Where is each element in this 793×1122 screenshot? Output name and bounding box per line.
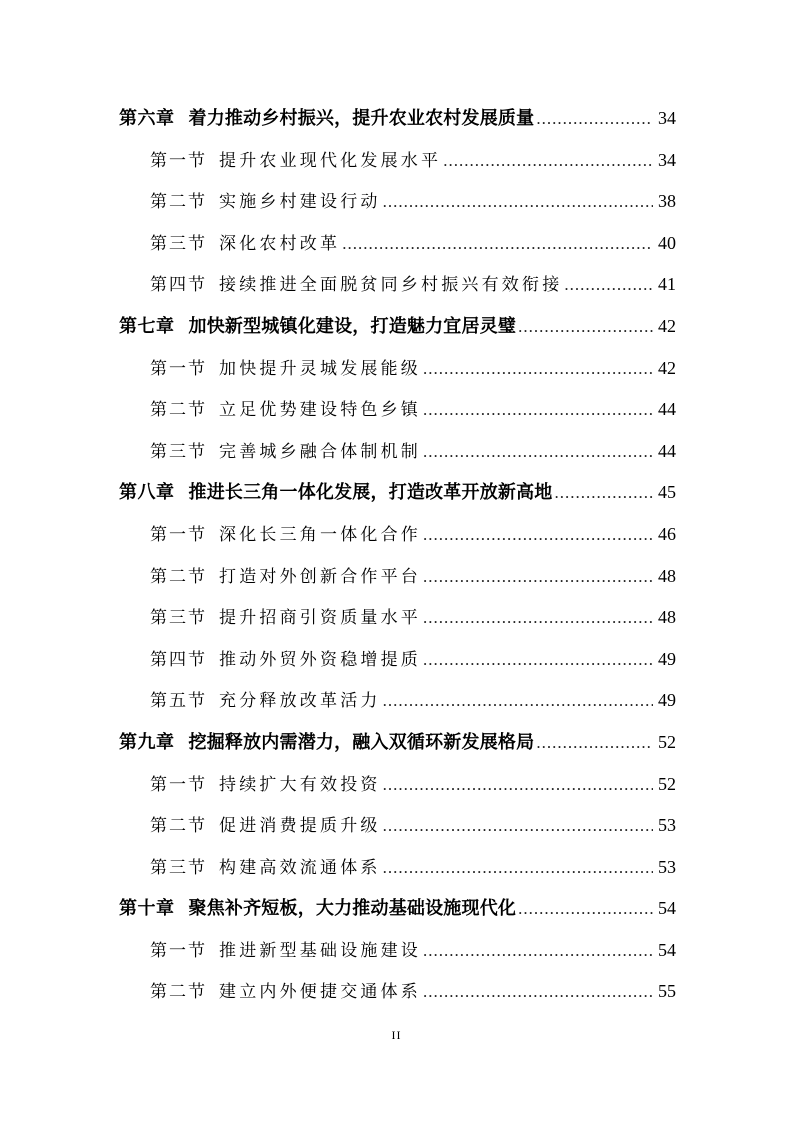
toc-entry-title: 提升农业现代化发展水平 [219, 150, 442, 171]
toc-chapter-row[interactable] [119, 722, 676, 764]
toc-entry-label [150, 349, 421, 391]
toc-entry-label [150, 640, 421, 682]
toc-entry-title: 推进长三角一体化发展，打造改革开放新高地 [188, 482, 553, 504]
toc-page-number: 34 [658, 149, 676, 170]
toc-section-row[interactable] [119, 514, 676, 556]
dot-leader [536, 98, 653, 140]
toc-chapter-row[interactable] [119, 306, 676, 348]
toc-section-row[interactable] [119, 805, 676, 847]
dot-leader [564, 264, 653, 306]
toc-entry-number: 第五节 [150, 691, 207, 712]
toc-section-row[interactable] [119, 348, 676, 390]
toc-entry-title: 加快提升灵城发展能级 [219, 358, 421, 379]
toc-page-number: 53 [658, 815, 676, 836]
toc-entry-label [150, 224, 340, 266]
toc-entry-title: 深化长三角一体化合作 [219, 524, 421, 545]
toc-page-number: 52 [658, 773, 676, 794]
toc-entry-title: 推进新型基础设施建设 [219, 940, 421, 961]
toc-entry-title: 深化农村改革 [219, 233, 341, 254]
toc-entry-title: 接续推进全面脱贫同乡村振兴有效衔接 [219, 275, 563, 296]
toc-page-number: 48 [658, 565, 676, 586]
toc-entry-number: 第四节 [150, 275, 207, 296]
toc-entry-label [119, 722, 534, 764]
dot-leader [383, 847, 653, 889]
dot-leader [423, 514, 653, 556]
toc-entry-number: 第一节 [150, 524, 207, 545]
toc-section-row[interactable] [119, 930, 676, 972]
toc-entry-label [119, 98, 534, 140]
dot-leader [423, 556, 653, 598]
toc-page-number: 49 [658, 648, 676, 669]
toc-entry-title: 着力推动乡村振兴，提升农业农村发展质量 [188, 108, 535, 129]
toc-chapter-row[interactable] [119, 472, 676, 514]
toc-section-row[interactable] [119, 680, 676, 722]
toc-entry-title: 构建高效流通体系 [219, 857, 381, 878]
toc-entry-title: 完善城乡融合体制机制 [219, 441, 421, 462]
toc-section-row[interactable] [119, 764, 676, 806]
toc-section-row[interactable] [119, 639, 676, 681]
toc-section-row[interactable] [119, 389, 676, 431]
dot-leader [342, 223, 653, 265]
toc-entry-title: 促进消费提质升级 [219, 816, 381, 837]
dot-leader [383, 181, 653, 223]
toc-chapter-row[interactable] [119, 98, 676, 140]
toc-section-row[interactable] [119, 556, 676, 598]
toc-page-number: 40 [658, 232, 676, 253]
toc-page-number: 55 [658, 981, 676, 1002]
toc-entry-label [150, 972, 421, 1014]
toc-entry-label [150, 265, 562, 307]
toc-entry-label [150, 848, 381, 890]
toc-entry-title: 挖掘释放内需潜力，融入双循环新发展格局 [188, 731, 535, 753]
toc-page-number: 49 [658, 690, 676, 711]
toc-entry-number: 第三节 [150, 441, 207, 462]
toc-entry-title: 充分释放改革活力 [219, 691, 381, 712]
toc-entry-label [119, 888, 516, 930]
toc-entry-number: 第一节 [150, 150, 207, 171]
dot-leader [383, 680, 653, 722]
toc-entry-label [150, 598, 421, 640]
toc-chapter-row[interactable] [119, 888, 676, 930]
toc-entry-label [150, 931, 421, 973]
toc-entry-number: 第二节 [150, 566, 207, 587]
toc-entry-number: 第四节 [150, 649, 207, 670]
dot-leader [536, 722, 653, 764]
toc-entry-label [150, 141, 441, 183]
dot-leader [443, 140, 653, 182]
table-of-contents [119, 98, 676, 1013]
toc-entry-number: 第八章 [119, 482, 175, 504]
toc-entry-number: 第三节 [150, 857, 207, 878]
dot-leader [555, 472, 654, 514]
dot-leader [518, 306, 653, 348]
toc-entry-number: 第一节 [150, 940, 207, 961]
dot-leader [423, 431, 653, 473]
toc-page-number: 41 [658, 274, 676, 295]
dot-leader [423, 389, 653, 431]
toc-entry-title: 打造对外创新合作平台 [219, 566, 421, 587]
toc-entry-title: 持续扩大有效投资 [219, 774, 381, 795]
toc-entry-number: 第十章 [119, 898, 175, 920]
toc-section-row[interactable] [119, 223, 676, 265]
toc-entry-label [150, 557, 421, 599]
dot-leader [383, 764, 653, 806]
toc-section-row[interactable] [119, 597, 676, 639]
dot-leader [518, 888, 653, 930]
toc-entry-number: 第三节 [150, 233, 207, 254]
toc-entry-number: 第三节 [150, 608, 207, 629]
toc-section-row[interactable] [119, 264, 676, 306]
toc-page-number: 54 [658, 898, 676, 919]
toc-entry-title: 实施乡村建设行动 [219, 192, 381, 213]
page-number: II [391, 1028, 402, 1042]
toc-page-number: 44 [658, 440, 676, 461]
toc-page-number: 45 [658, 482, 676, 503]
toc-entry-title: 提升招商引资质量水平 [219, 608, 421, 629]
dot-leader [423, 348, 653, 390]
toc-entry-title: 推动外贸外资稳增提质 [219, 649, 421, 670]
toc-entry-label [119, 306, 516, 348]
toc-entry-label [150, 681, 381, 723]
toc-entry-label [150, 390, 421, 432]
toc-page-number: 38 [658, 191, 676, 212]
dot-leader [383, 805, 653, 847]
toc-entry-title: 建立内外便捷交通体系 [219, 982, 421, 1003]
toc-page-number: 34 [658, 108, 676, 128]
toc-page-number: 46 [658, 523, 676, 544]
dot-leader [423, 639, 653, 681]
toc-page-number: 52 [658, 731, 676, 752]
toc-entry-label [150, 515, 421, 557]
dot-leader [423, 971, 653, 1013]
toc-page-number: 53 [658, 856, 676, 877]
dot-leader [423, 597, 653, 639]
toc-section-row[interactable] [119, 181, 676, 223]
toc-entry-number: 第二节 [150, 400, 207, 421]
toc-entry-label [150, 432, 421, 474]
toc-entry-label [119, 472, 553, 514]
toc-entry-number: 第一节 [150, 774, 207, 795]
toc-entry-label [150, 182, 381, 224]
toc-entry-label [150, 765, 381, 807]
toc-entry-title: 聚焦补齐短板，大力推动基础设施现代化 [188, 898, 517, 920]
toc-entry-number: 第二节 [150, 192, 207, 213]
toc-page-number: 54 [658, 939, 676, 960]
toc-entry-title: 立足优势建设特色乡镇 [219, 400, 421, 421]
toc-section-row[interactable] [119, 431, 676, 473]
toc-page-number: 48 [658, 607, 676, 628]
toc-page-number: 44 [658, 399, 676, 420]
toc-section-row[interactable] [119, 971, 676, 1013]
toc-section-row[interactable] [119, 847, 676, 889]
toc-entry-number: 第一节 [150, 358, 207, 379]
toc-entry-number: 第九章 [119, 731, 175, 753]
toc-entry-label [150, 806, 381, 848]
toc-entry-number: 第二节 [150, 982, 207, 1003]
toc-entry-number: 第七章 [119, 315, 175, 337]
toc-entry-number: 第二节 [150, 816, 207, 837]
toc-entry-title: 加快新型城镇化建设，打造魅力宜居灵璧 [188, 315, 517, 337]
toc-section-row[interactable] [119, 140, 676, 182]
toc-entry-number: 第六章 [119, 108, 175, 129]
toc-page-number: 42 [658, 357, 676, 378]
dot-leader [423, 930, 653, 972]
toc-page-number: 42 [658, 315, 676, 336]
